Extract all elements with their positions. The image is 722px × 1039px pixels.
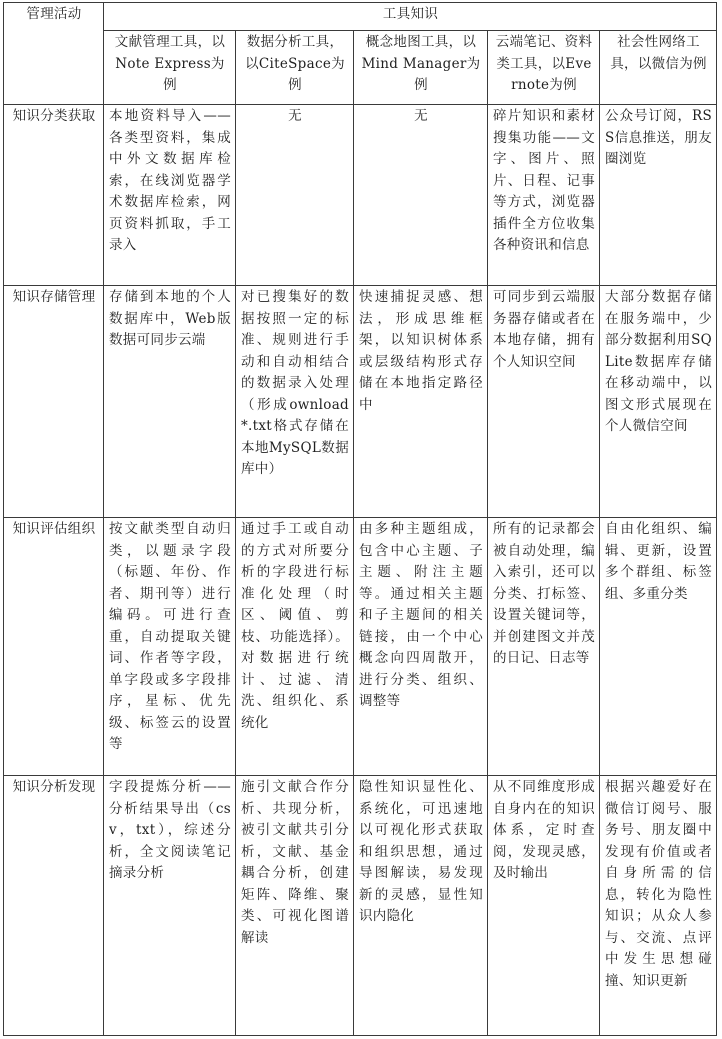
table-cell: 碎片知识和素材搜集功能——文字、图片、照片、日程、记事等方式，浏览器插件全方位收集各种资讯和信息: [488, 105, 600, 286]
table-row: [4, 518, 717, 776]
table-row: [4, 776, 717, 1036]
header-activity-cell: [4, 3, 104, 105]
header-tool-cell: 云端笔记、资料类工具，以Evernote为例: [488, 31, 600, 105]
table-row: [4, 286, 717, 518]
table-cell: 公众号订阅，RSS信息推送，朋友圈浏览: [600, 105, 717, 286]
table-cell: 从不同维度形成自身内在的知识体系，定时查阅，发现灵感，及时输出: [488, 776, 600, 1036]
table-cell: 自由化组织、编辑、更新，设置多个群组、标签组、多重分类: [600, 518, 717, 776]
table-cell: 字段提炼分析——分析结果导出（csv，txt），综述分析，全文阅读笔记摘录分析: [104, 776, 236, 1036]
header-tool-cell: 文献管理工具，以Note Express为例: [104, 31, 236, 105]
header-row-top: [4, 3, 717, 31]
knowledge-tools-table: [3, 2, 717, 1036]
activity-cell: 知识分析发现: [4, 776, 104, 1036]
table-cell: 根据兴趣爱好在微信订阅号、服务号、朋友圈中发现有价值或者自身所需的信息，转化为隐性知识；从众人参与、交流、点评中发生思想碰撞、知识更新: [600, 776, 717, 1036]
header-group-cell: [104, 3, 717, 31]
table-cell: 大部分数据存储在服务端中，少部分数据利用SQLite数据库存储在移动端中，以图文形式展现在个人微信空间: [600, 286, 717, 518]
activity-cell: 知识存储管理: [4, 286, 104, 518]
table-cell: 本地资料导入——各类型资料，集成中外文数据库检索，在线浏览器学术数据库检索，网页资料抓取，手工录入: [104, 105, 236, 286]
table-cell: 按文献类型自动归类，以题录字段（标题、年份、作者、期刊等）进行编码。可进行查重，自动提取关键词、作者等字段，单字段或多字段排序，星标、优先级、标签云的设置等: [104, 518, 236, 776]
table-cell: 无: [236, 105, 354, 286]
table-cell: 隐性知识显性化、系统化，可迅速地以可视化形式获取和组织思想，通过导图解读，易发现新的灵感，显性知识内隐化: [354, 776, 488, 1036]
header-tool-cell: 社会性网络工具，以微信为例: [600, 31, 717, 105]
header-tool-cell: 概念地图工具，以Mind Manager为例: [354, 31, 488, 105]
header-group-label: 工具知识: [382, 6, 439, 22]
table-cell: 通过手工或自动的方式对所要分析的字段进行标准化处理（时区、阈值、剪枝、功能选择）。对数据进行统计、过滤、清洗、组织化、系统化: [236, 518, 354, 776]
table-cell: 存储到本地的个人数据库中，Web版数据可同步云端: [104, 286, 236, 518]
header-activity-label: 管理活动: [26, 6, 82, 22]
table-cell: 无: [354, 105, 488, 286]
header-row-tools: [4, 31, 717, 105]
table-cell: 所有的记录都会被自动处理，编入索引，还可以分类、打标签、设置关键词等，并创建图文并茂的日记、日志等: [488, 518, 600, 776]
table-cell: 施引文献合作分析、共现分析，被引文献共引分析，文献、基金耦合分析，创建矩阵、降维、聚类、可视化图谱解读: [236, 776, 354, 1036]
header-tool-cell: 数据分析工具，以CiteSpace为例: [236, 31, 354, 105]
table-cell: 快速捕捉灵感、想法，形成思维框架，以知识树体系或层级结构形式存储在本地指定路径中: [354, 286, 488, 518]
activity-cell: 知识分类获取: [4, 105, 104, 286]
table-row: [4, 105, 717, 286]
activity-cell: 知识评估组织: [4, 518, 104, 776]
table-cell: 可同步到云端服务器存储或者在本地存储，拥有个人知识空间: [488, 286, 600, 518]
table-cell: 对已搜集好的数据按照一定的标准、规则进行手动和自动相结合的数据录入处理（形成ownload*.txt格式存储在本地MySQL数据库中）: [236, 286, 354, 518]
table-cell: 由多种主题组成，包含中心主题、子主题、附注主题等。通过相关主题和子主题间的相关链接，由一个中心概念向四周散开，进行分类、组织、调整等: [354, 518, 488, 776]
